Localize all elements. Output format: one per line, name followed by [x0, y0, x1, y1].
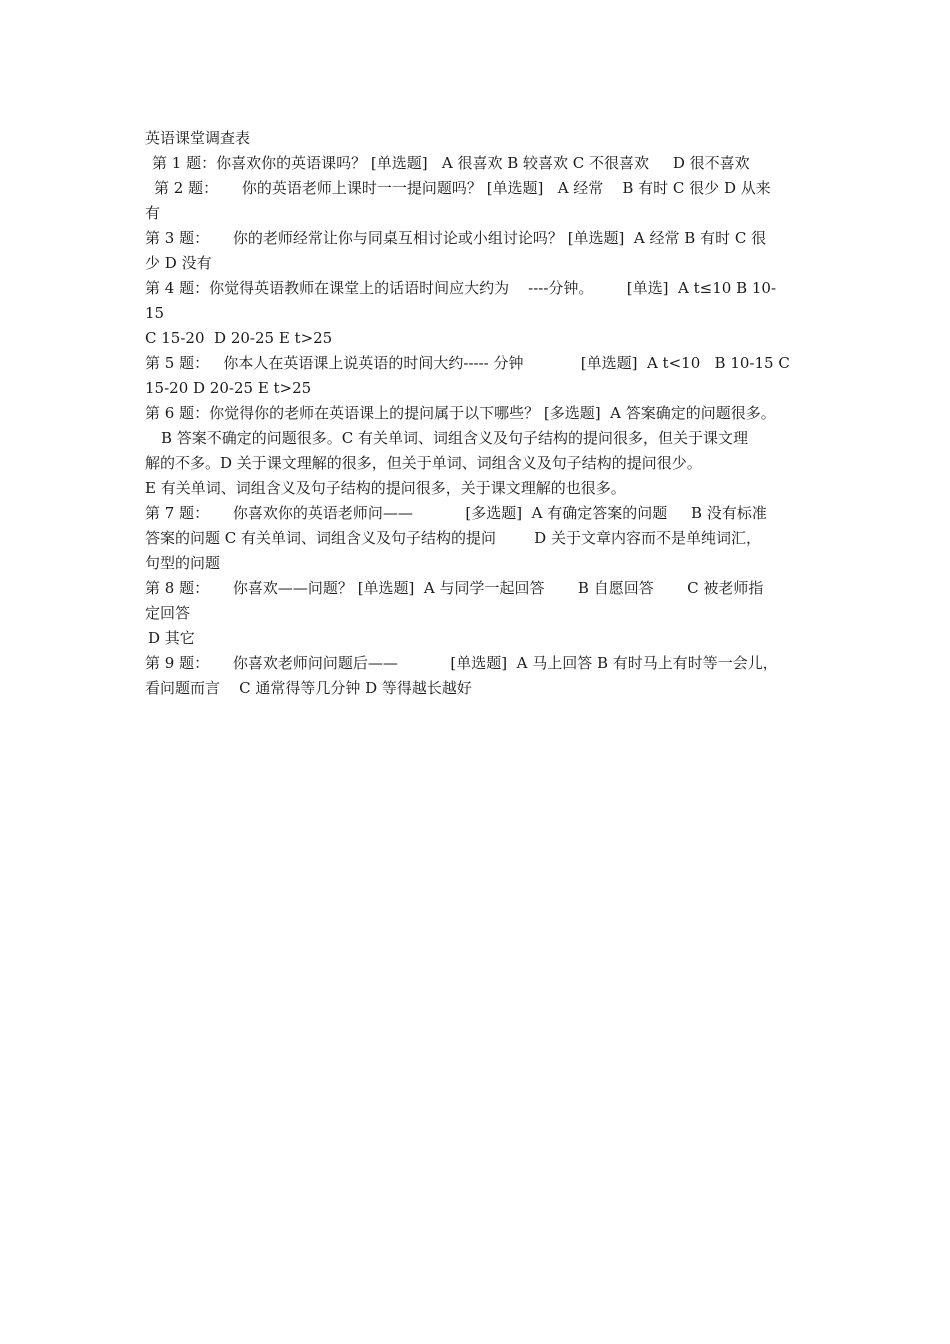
question-9-line: 第 9 题： 你喜欢老师问问题后—— [单选题] A 马上回答 B 有时马上有时等一会儿，	[145, 654, 778, 672]
question-3-line: 第 3 题： 你的老师经常让你与同桌互相讨论或小组讨论吗？ [单选题] A 经常 B 有时 C 很	[145, 229, 767, 247]
question-1-line: 第 1 题：你喜欢你的英语课吗？ [单选题] A 很喜欢 B 较喜欢 C 不很喜欢 D 很不喜欢	[152, 154, 750, 172]
survey-document	[145, 126, 817, 701]
question-7-line: 第 7 题： 你喜欢你的英语老师问—— [多选题] A 有确定答案的问题 B 没有标准	[145, 504, 767, 522]
question-6-option-e: E 有关单词、词组含义及句子结构的提问很多，关于课文理解的也很多。	[145, 479, 626, 497]
question-8-continuation: 定回答	[145, 604, 191, 622]
question-5-line: 第 5 题： 你本人在英语课上说英语的时间大约----- 分钟 [单选题] A t<10 B 10-15 C	[145, 354, 790, 372]
question-6-option-b: B 答案不确定的问题很多。C 有关单词、词组含义及句子结构的提问很多，但关于课文理	[161, 429, 749, 447]
question-5-continuation: 15-20 D 20-25 E t>25	[145, 379, 312, 397]
question-7-continuation: 答案的问题 C 有关单词、词组含义及句子结构的提问 D 关于文章内容而不是单纯词汇，	[145, 529, 761, 547]
question-3-continuation: 少 D 没有	[145, 254, 212, 272]
question-7-continuation-2: 句型的问题	[145, 554, 221, 572]
question-6-line: 第 6 题：你觉得你的老师在英语课上的提问属于以下哪些？ [多选题] A 答案确定的问题很多。	[145, 404, 776, 422]
question-8-option-d: D 其它	[148, 629, 195, 647]
question-9-continuation: 看问题而言 C 通常得等几分钟 D 等得越长越好	[145, 679, 472, 697]
question-2-continuation: 有	[145, 204, 161, 222]
question-4-line: 第 4 题：你觉得英语教师在课堂上的话语时间应大约为 ----分钟。 [单选] A t≤10 B 10-	[145, 279, 777, 297]
question-4-options: C 15-20 D 20-25 E t>25	[145, 329, 333, 347]
document-title: 英语课堂调查表	[145, 129, 251, 147]
question-2-line: 第 2 题： 你的英语老师上课时一一提问题吗？ [单选题] A 经常 B 有时 C 很少 D 从来	[154, 179, 771, 197]
question-4-continuation: 15	[145, 304, 165, 322]
question-6-continuation: 解的不多。D 关于课文理解的很多，但关于单词、词组含义及句子结构的提问很少。	[145, 454, 702, 472]
question-8-line: 第 8 题： 你喜欢——问题？ [单选题] A 与同学一起回答 B 自愿回答 C 被老师指	[145, 579, 764, 597]
